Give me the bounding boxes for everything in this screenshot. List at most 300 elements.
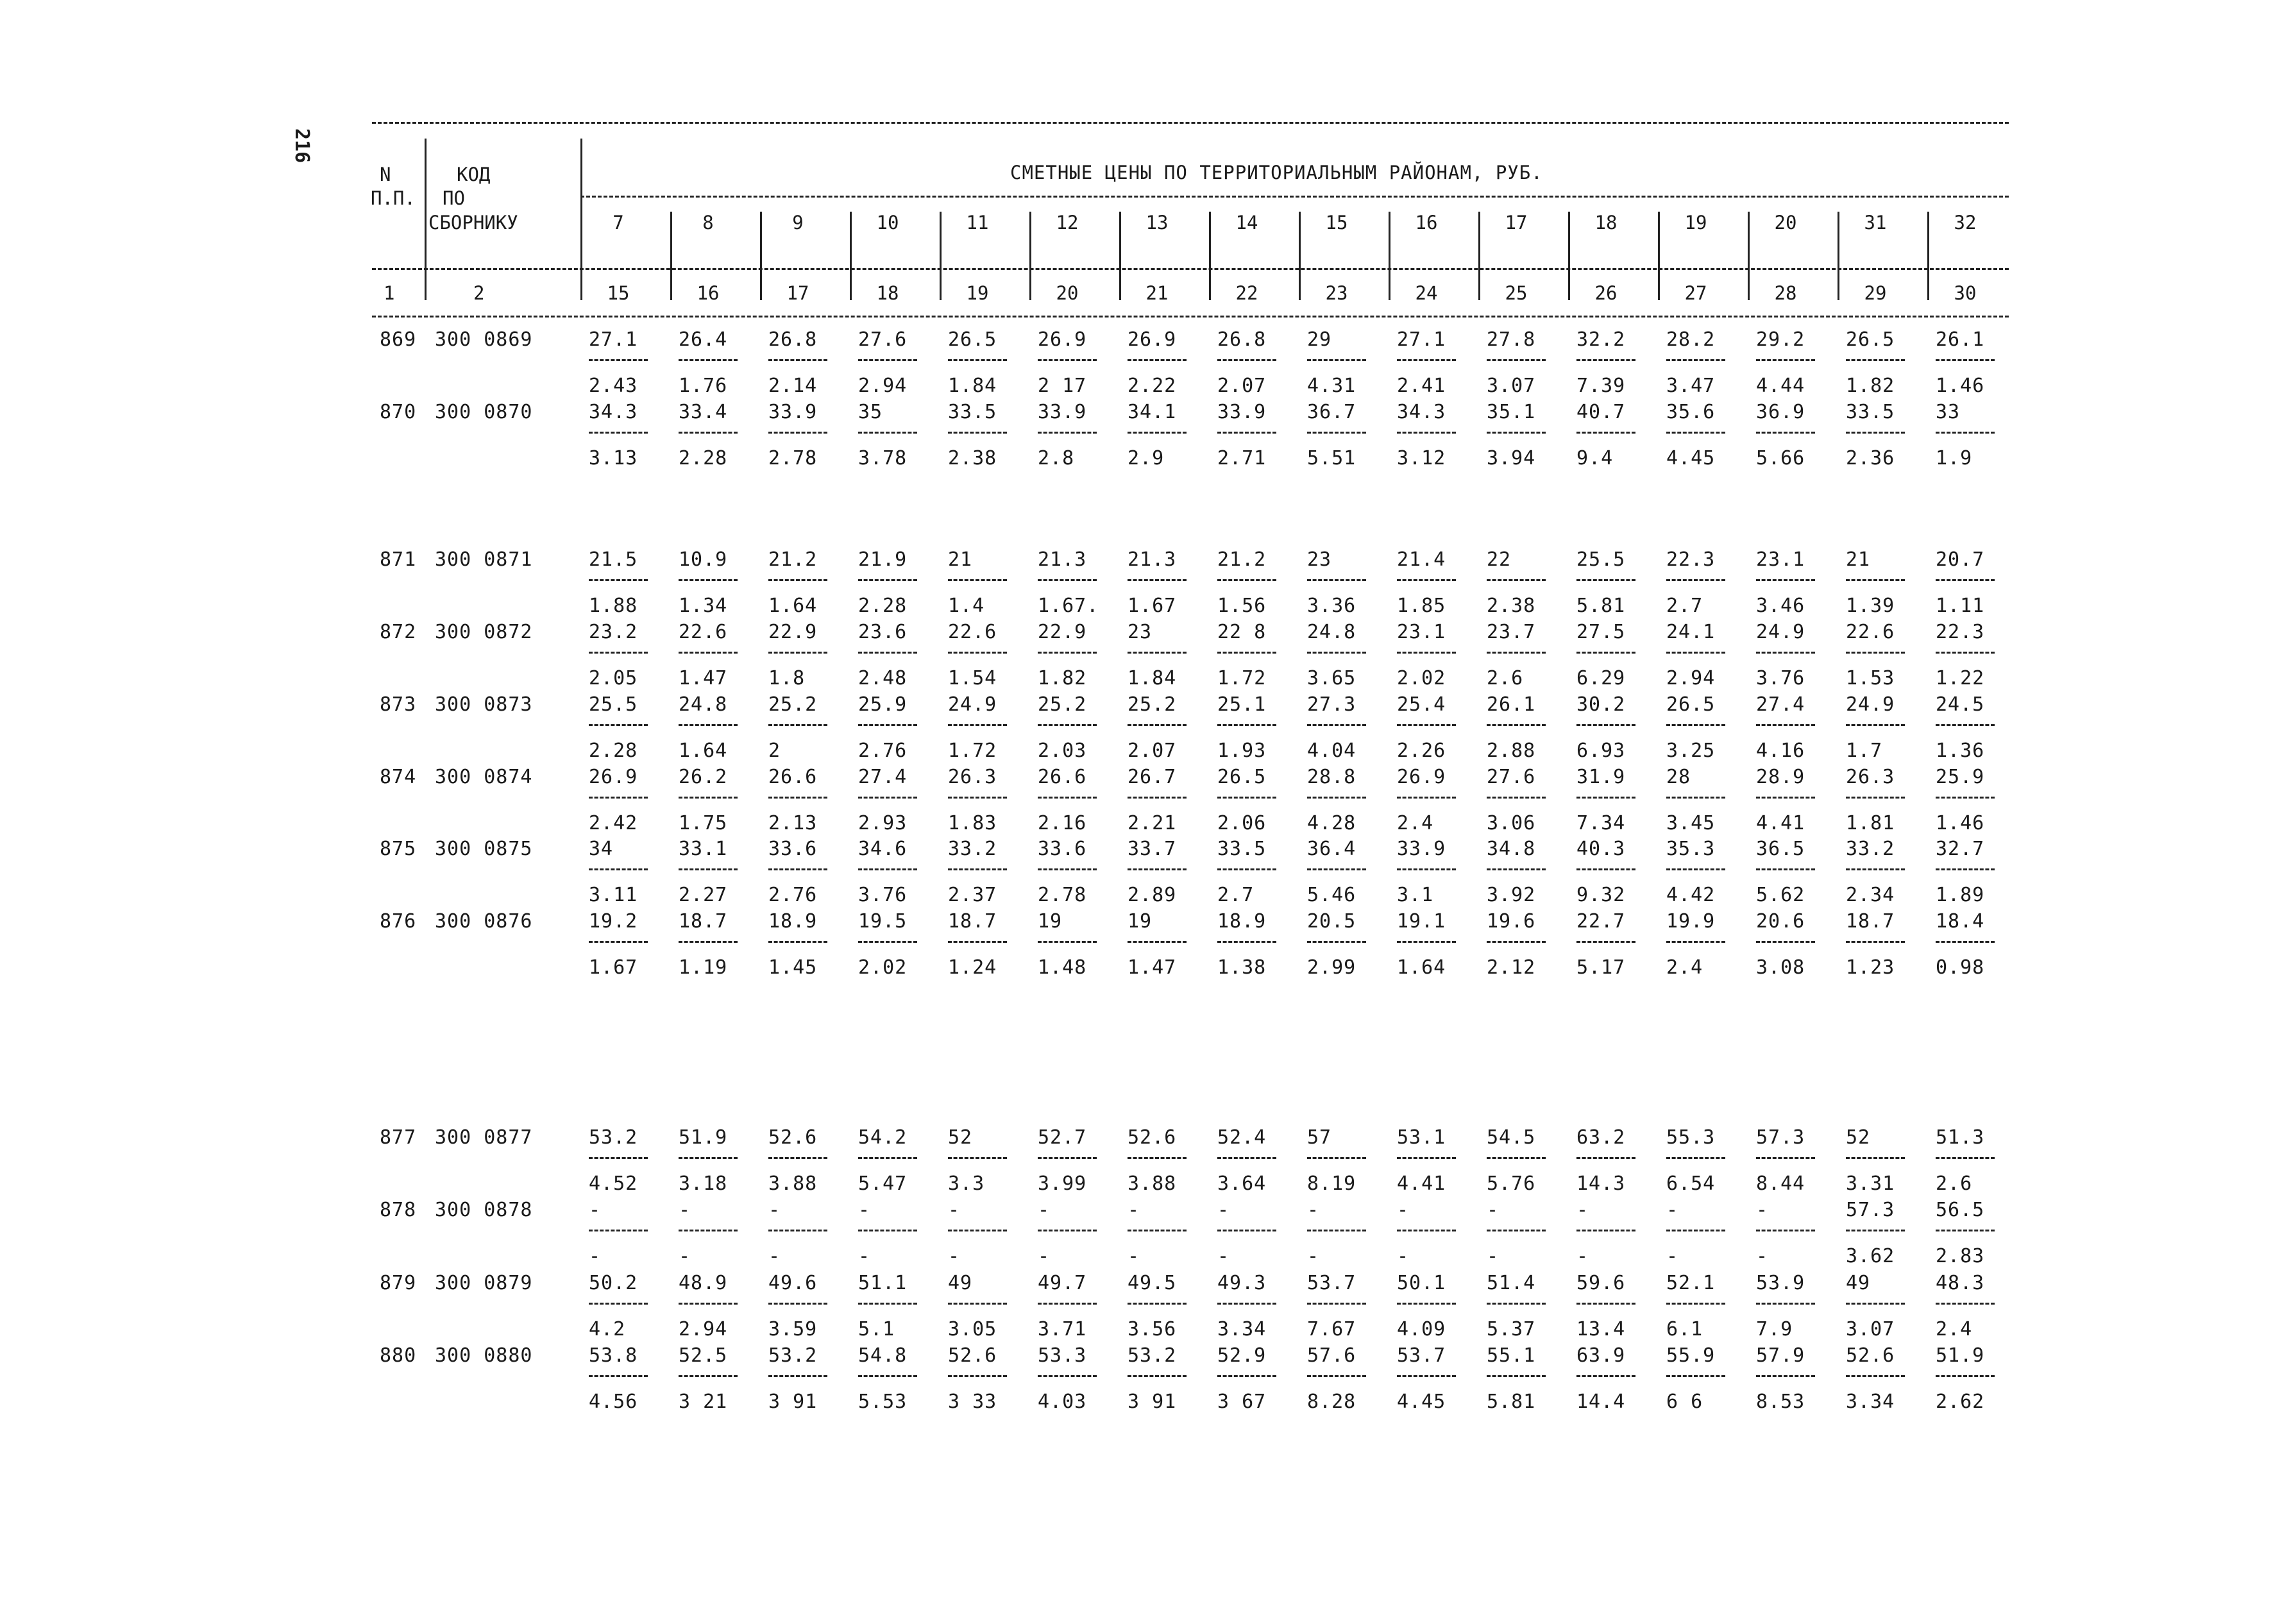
price-wage: 1.89 <box>1936 884 1985 906</box>
fraction-dash <box>1307 652 1366 654</box>
price-wage: 2.62 <box>1936 1391 1985 1413</box>
price-wage: 1.88 <box>589 595 638 617</box>
header-region-number: 9 <box>792 212 804 233</box>
header-column-index: 21 <box>1145 282 1169 304</box>
fraction-dash <box>1576 1303 1635 1305</box>
price-wage: 3.36 <box>1307 595 1356 617</box>
price-wage: 4.03 <box>1038 1391 1087 1413</box>
fraction-dash <box>948 724 1007 726</box>
price-total: 54.2 <box>858 1126 908 1149</box>
price-total: 26.2 <box>679 766 728 788</box>
header-region-divider <box>1389 212 1390 300</box>
price-wage: 1.24 <box>948 956 997 979</box>
header-code-line1: КОД <box>457 164 491 185</box>
price-wage: 1.36 <box>1936 740 1985 762</box>
fraction-dash <box>948 1157 1007 1159</box>
price-wage: 5.81 <box>1576 595 1626 617</box>
header-region-divider <box>1029 212 1031 300</box>
price-total: 36.7 <box>1307 401 1356 423</box>
price-wage: 5.51 <box>1307 447 1356 469</box>
fraction-dash <box>679 579 738 581</box>
fraction-dash <box>1307 359 1366 361</box>
price-wage: 4.52 <box>589 1172 638 1195</box>
fraction-dash <box>858 941 917 943</box>
price-wage: 2.38 <box>948 447 997 469</box>
fraction-dash <box>768 941 827 943</box>
price-total: 22 <box>1487 548 1512 571</box>
price-wage: 1.47 <box>679 667 728 689</box>
row-number: 872 <box>380 621 417 643</box>
price-wage: 2.4 <box>1936 1318 1973 1341</box>
fraction-dash <box>768 579 827 581</box>
fraction-dash <box>858 1375 917 1377</box>
price-wage: 2.07 <box>1217 375 1267 397</box>
price-wage: 1.46 <box>1936 812 1985 834</box>
fraction-dash <box>1756 797 1815 799</box>
price-wage: 3.34 <box>1217 1318 1267 1341</box>
price-wage: 3.92 <box>1487 884 1536 906</box>
price-total: 49.5 <box>1128 1272 1177 1294</box>
price-total: 35.6 <box>1666 401 1716 423</box>
price-wage: 3 21 <box>679 1391 728 1413</box>
price-total: 52.4 <box>1217 1126 1267 1149</box>
price-wage: 3.64 <box>1217 1172 1267 1195</box>
price-wage: - <box>1038 1245 1051 1267</box>
price-total: - <box>679 1199 691 1221</box>
price-total: 55.9 <box>1666 1344 1716 1367</box>
header-column-index: 17 <box>786 282 809 304</box>
fraction-dash <box>948 432 1007 434</box>
header-region-divider <box>1299 212 1301 300</box>
fraction-dash <box>1666 652 1725 654</box>
price-wage: 5.46 <box>1307 884 1356 906</box>
fraction-dash <box>679 1157 738 1159</box>
price-wage: 3.99 <box>1038 1172 1087 1195</box>
header-region-number: 18 <box>1594 212 1618 233</box>
fraction-dash <box>1936 432 1995 434</box>
price-wage: 2.48 <box>858 667 908 689</box>
fraction-dash <box>1038 1157 1097 1159</box>
header-column-index: 16 <box>697 282 720 304</box>
price-wage: - <box>1397 1245 1410 1267</box>
header-code-line2: ПО <box>443 187 465 209</box>
price-total: 22.3 <box>1666 548 1716 571</box>
fraction-dash <box>1487 1303 1546 1305</box>
header-column-index: 25 <box>1505 282 1528 304</box>
fraction-dash <box>1307 1303 1366 1305</box>
price-total: 19 <box>1128 910 1153 933</box>
fraction-dash <box>1307 1230 1366 1231</box>
fraction-dash <box>589 579 648 581</box>
row-number: 877 <box>380 1126 417 1149</box>
price-wage: 6.93 <box>1576 740 1626 762</box>
price-total: 33.9 <box>1397 838 1446 860</box>
price-total: 40.7 <box>1576 401 1626 423</box>
price-wage: 3.56 <box>1128 1318 1177 1341</box>
header-region-divider <box>1927 212 1929 300</box>
price-total: 19.6 <box>1487 910 1536 933</box>
price-total: 51.3 <box>1936 1126 1985 1149</box>
price-total: 21.2 <box>1217 548 1267 571</box>
header-region-number: 7 <box>613 212 624 233</box>
price-wage: 5.76 <box>1487 1172 1536 1195</box>
fraction-dash <box>1576 1375 1635 1377</box>
price-total: 21 <box>1846 548 1871 571</box>
price-wage: 3.71 <box>1038 1318 1087 1341</box>
price-wage: 2.16 <box>1038 812 1087 834</box>
fraction-dash <box>679 797 738 799</box>
price-wage: 4.42 <box>1666 884 1716 906</box>
price-total: 26.5 <box>1217 766 1267 788</box>
price-wage: 3.65 <box>1307 667 1356 689</box>
fraction-dash <box>1397 1230 1456 1231</box>
price-total: 36.9 <box>1756 401 1805 423</box>
price-wage: 3.94 <box>1487 447 1536 469</box>
header-code-line3: СБОРНИКУ <box>428 212 518 233</box>
price-total: 53.2 <box>768 1344 818 1367</box>
price-wage: 3.76 <box>858 884 908 906</box>
header-index-code: 2 <box>473 282 485 304</box>
price-wage: 5.66 <box>1756 447 1805 469</box>
header-region-number: 12 <box>1056 212 1079 233</box>
price-wage: 1.9 <box>1936 447 1973 469</box>
header-region-divider <box>850 212 852 300</box>
fraction-dash <box>1666 941 1725 943</box>
price-wage: 2.42 <box>589 812 638 834</box>
price-wage: 1.82 <box>1038 667 1087 689</box>
price-total: 21.5 <box>589 548 638 571</box>
price-wage: 2.02 <box>1397 667 1446 689</box>
price-total: 22.6 <box>948 621 997 643</box>
header-region-number: 16 <box>1415 212 1438 233</box>
price-wage: 6 6 <box>1666 1391 1703 1413</box>
price-wage: - <box>1576 1245 1589 1267</box>
price-wage: 7.67 <box>1307 1318 1356 1341</box>
price-wage: 2.26 <box>1397 740 1446 762</box>
price-total: 26.9 <box>1128 328 1177 351</box>
price-total: - <box>948 1199 961 1221</box>
fraction-dash <box>679 432 738 434</box>
fraction-dash <box>1666 868 1725 870</box>
price-total: 34 <box>589 838 614 860</box>
fraction-dash <box>948 797 1007 799</box>
price-total: 63.2 <box>1576 1126 1626 1149</box>
price-total: 19.5 <box>858 910 908 933</box>
price-total: 57.3 <box>1846 1199 1895 1221</box>
fraction-dash <box>858 797 917 799</box>
price-total: 49 <box>948 1272 973 1294</box>
price-wage: 1.11 <box>1936 595 1985 617</box>
price-wage: 3.05 <box>948 1318 997 1341</box>
fraction-dash <box>948 1303 1007 1305</box>
header-region-divider <box>1119 212 1121 300</box>
price-total: 36.5 <box>1756 838 1805 860</box>
header-mid-rule <box>372 268 2009 270</box>
fraction-dash <box>1576 724 1635 726</box>
price-total: 27.1 <box>1397 328 1446 351</box>
price-total: 26.9 <box>589 766 638 788</box>
price-wage: 1.64 <box>679 740 728 762</box>
fraction-dash <box>1217 797 1276 799</box>
price-wage: 2.07 <box>1128 740 1177 762</box>
price-wage: 3.88 <box>768 1172 818 1195</box>
price-total: 53.9 <box>1756 1272 1805 1294</box>
fraction-dash <box>1397 724 1456 726</box>
header-divider-n <box>425 139 427 300</box>
fraction-dash <box>1038 652 1097 654</box>
price-wage: 1.56 <box>1217 595 1267 617</box>
price-total: 26.5 <box>1666 693 1716 716</box>
price-wage: 1.53 <box>1846 667 1895 689</box>
price-total: 27.6 <box>1487 766 1536 788</box>
price-wage: 2.76 <box>768 884 818 906</box>
fraction-dash <box>1128 868 1187 870</box>
fraction-dash <box>1038 1303 1097 1305</box>
fraction-dash <box>1576 432 1635 434</box>
price-wage: 3 67 <box>1217 1391 1267 1413</box>
fraction-dash <box>679 724 738 726</box>
price-total: - <box>768 1199 781 1221</box>
fraction-dash <box>1397 432 1456 434</box>
row-code: 300 0875 <box>435 838 533 860</box>
price-wage: 2.7 <box>1217 884 1255 906</box>
price-wage: 9.32 <box>1576 884 1626 906</box>
price-wage: 1.39 <box>1846 595 1895 617</box>
price-wage: 1.67. <box>1038 595 1099 617</box>
fraction-dash <box>1487 797 1546 799</box>
fraction-dash <box>1397 579 1456 581</box>
fraction-dash <box>1487 868 1546 870</box>
price-wage: - <box>1487 1245 1500 1267</box>
fraction-dash <box>1846 1303 1905 1305</box>
fraction-dash <box>1487 941 1546 943</box>
price-wage: 2.28 <box>858 595 908 617</box>
price-wage: 4.04 <box>1307 740 1356 762</box>
fraction-dash <box>1307 941 1366 943</box>
price-total: 25.4 <box>1397 693 1446 716</box>
price-total: 25.5 <box>1576 548 1626 571</box>
price-total: 33.7 <box>1128 838 1177 860</box>
price-total: 22.6 <box>679 621 728 643</box>
price-total: 27.4 <box>858 766 908 788</box>
price-total: 26.9 <box>1397 766 1446 788</box>
price-total: 28 <box>1666 766 1691 788</box>
fraction-dash <box>1576 1157 1635 1159</box>
price-total: - <box>1307 1199 1320 1221</box>
fraction-dash <box>1128 1303 1187 1305</box>
price-total: 27.6 <box>858 328 908 351</box>
fraction-dash <box>1666 797 1725 799</box>
price-wage: 2.6 <box>1936 1172 1973 1195</box>
fraction-dash <box>858 1303 917 1305</box>
header-region-divider <box>1658 212 1660 300</box>
price-wage: 2 <box>768 740 781 762</box>
fraction-dash <box>1038 1375 1097 1377</box>
price-wage: - <box>1307 1245 1320 1267</box>
price-wage: - <box>858 1245 871 1267</box>
fraction-dash <box>589 359 648 361</box>
price-total: 33.5 <box>948 401 997 423</box>
fraction-dash <box>1576 797 1635 799</box>
price-wage: 8.53 <box>1756 1391 1805 1413</box>
price-total: 34.1 <box>1128 401 1177 423</box>
fraction-dash <box>1576 359 1635 361</box>
header-region-divider <box>1209 212 1211 300</box>
fraction-dash <box>1936 941 1995 943</box>
price-wage: 1.34 <box>679 595 728 617</box>
price-wage: 2.05 <box>589 667 638 689</box>
fraction-dash <box>1217 1157 1276 1159</box>
header-region-number: 13 <box>1145 212 1169 233</box>
fraction-dash <box>1038 432 1097 434</box>
price-wage: - <box>1217 1245 1230 1267</box>
price-total: 24.9 <box>948 693 997 716</box>
price-total: 22.3 <box>1936 621 1985 643</box>
fraction-dash <box>858 432 917 434</box>
price-total: 50.1 <box>1397 1272 1446 1294</box>
price-total: 33.5 <box>1846 401 1895 423</box>
header-n-line2: П.П. <box>371 187 416 209</box>
fraction-dash <box>1487 359 1546 361</box>
price-total: 49.7 <box>1038 1272 1087 1294</box>
header-region-divider <box>1478 212 1480 300</box>
row-number: 879 <box>380 1272 417 1294</box>
price-total: 24.5 <box>1936 693 1985 716</box>
price-wage: 3.12 <box>1397 447 1446 469</box>
fraction-dash <box>1846 1157 1905 1159</box>
price-wage: 4.45 <box>1666 447 1716 469</box>
price-total: 33.9 <box>1217 401 1267 423</box>
fraction-dash <box>1846 941 1905 943</box>
price-total: 52.5 <box>679 1344 728 1367</box>
fraction-dash <box>858 724 917 726</box>
price-wage: 2.14 <box>768 375 818 397</box>
fraction-dash <box>858 868 917 870</box>
price-total: 59.6 <box>1576 1272 1626 1294</box>
price-total: 24.9 <box>1846 693 1895 716</box>
fraction-dash <box>1038 724 1097 726</box>
price-total: 35.3 <box>1666 838 1716 860</box>
price-wage: 4.44 <box>1756 375 1805 397</box>
fraction-dash <box>1846 868 1905 870</box>
fraction-dash <box>1936 868 1995 870</box>
price-wage: 3.59 <box>768 1318 818 1341</box>
price-total: 23.7 <box>1487 621 1536 643</box>
fraction-dash <box>1936 359 1995 361</box>
price-wage: 3.13 <box>589 447 638 469</box>
price-total: 27.5 <box>1576 621 1626 643</box>
header-region-divider <box>940 212 942 300</box>
price-total: 52.1 <box>1666 1272 1716 1294</box>
price-total: 52 <box>1846 1126 1871 1149</box>
fraction-dash <box>1128 1375 1187 1377</box>
price-wage: - <box>589 1245 602 1267</box>
price-wage: 1.46 <box>1936 375 1985 397</box>
price-total: 33.9 <box>1038 401 1087 423</box>
fraction-dash <box>858 1230 917 1231</box>
fraction-dash <box>1038 868 1097 870</box>
price-total: 26.6 <box>1038 766 1087 788</box>
fraction-dash <box>768 652 827 654</box>
price-total: 40.3 <box>1576 838 1626 860</box>
price-wage: 2.37 <box>948 884 997 906</box>
fraction-dash <box>1397 1375 1456 1377</box>
row-code: 300 0870 <box>435 401 533 423</box>
fraction-dash <box>1217 579 1276 581</box>
fraction-dash <box>1307 868 1366 870</box>
fraction-dash <box>1128 432 1187 434</box>
price-total: - <box>1487 1199 1500 1221</box>
fraction-dash <box>768 432 827 434</box>
price-wage: 3.07 <box>1846 1318 1895 1341</box>
price-total: 20.7 <box>1936 548 1985 571</box>
price-wage: - <box>948 1245 961 1267</box>
fraction-dash <box>858 1157 917 1159</box>
price-wage: 1.76 <box>679 375 728 397</box>
price-total: 26.9 <box>1038 328 1087 351</box>
price-total: 53.2 <box>589 1126 638 1149</box>
header-column-index: 15 <box>607 282 630 304</box>
fraction-dash <box>1576 579 1635 581</box>
price-wage: 3.76 <box>1756 667 1805 689</box>
fraction-dash <box>1846 797 1905 799</box>
header-column-index: 19 <box>966 282 989 304</box>
price-total: 35 <box>858 401 883 423</box>
price-wage: 4.41 <box>1756 812 1805 834</box>
fraction-dash <box>679 1375 738 1377</box>
price-total: 52 <box>948 1126 973 1149</box>
price-wage: 3.07 <box>1487 375 1536 397</box>
price-wage: 0.98 <box>1936 956 1985 979</box>
price-wage: 3.3 <box>948 1172 985 1195</box>
price-total: 21.2 <box>768 548 818 571</box>
price-total: 57.6 <box>1307 1344 1356 1367</box>
price-total: 53.3 <box>1038 1344 1087 1367</box>
price-wage: - <box>679 1245 691 1267</box>
price-wage: 5.53 <box>858 1391 908 1413</box>
price-total: 22.6 <box>1846 621 1895 643</box>
fraction-dash <box>1487 579 1546 581</box>
price-wage: 2.99 <box>1307 956 1356 979</box>
price-total: 55.3 <box>1666 1126 1716 1149</box>
fraction-dash <box>948 1230 1007 1231</box>
price-total: 33.9 <box>768 401 818 423</box>
fraction-dash <box>1576 652 1635 654</box>
price-wage: 8.28 <box>1307 1391 1356 1413</box>
header-column-index: 22 <box>1235 282 1258 304</box>
price-wage: 14.4 <box>1576 1391 1626 1413</box>
fraction-dash <box>1307 724 1366 726</box>
price-wage: 1.64 <box>1397 956 1446 979</box>
price-wage: 1.81 <box>1846 812 1895 834</box>
header-n-line1: N <box>380 164 391 185</box>
fraction-dash <box>1487 432 1546 434</box>
fraction-dash <box>1756 579 1815 581</box>
price-wage: 13.4 <box>1576 1318 1626 1341</box>
fraction-dash <box>679 941 738 943</box>
fraction-dash <box>1936 1230 1995 1231</box>
price-wage: 1.38 <box>1217 956 1267 979</box>
price-wage: 3 33 <box>948 1391 997 1413</box>
price-wage: 3 91 <box>1128 1391 1177 1413</box>
price-wage: 2.34 <box>1846 884 1895 906</box>
fraction-dash <box>1128 652 1187 654</box>
fraction-dash <box>1756 359 1815 361</box>
header-region-divider <box>1838 212 1839 300</box>
price-total: 26.5 <box>1846 328 1895 351</box>
price-total: 25.2 <box>1038 693 1087 716</box>
price-total: 33.2 <box>1846 838 1895 860</box>
